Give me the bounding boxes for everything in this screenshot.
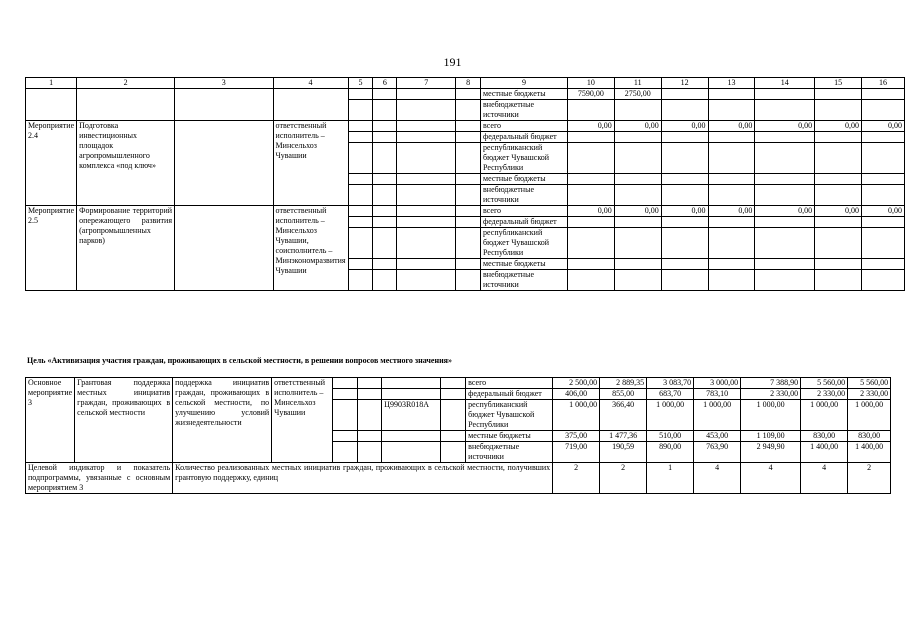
value-cell: 1 000,00 (694, 400, 741, 431)
value-cell: 0,00 (755, 206, 815, 217)
value-cell: 0,00 (815, 121, 862, 132)
value-cell: 0,00 (815, 206, 862, 217)
value-cell: 375,00 (553, 431, 600, 442)
value-cell: 1 477,36 (600, 431, 647, 442)
value-cell: 719,00 (553, 442, 600, 463)
measure-executor: ответственный исполнитель – Минсельхоз Чувашии, соисполнитель – Минэкономразвития Чувашии (273, 206, 348, 291)
col-1: 1 (26, 78, 77, 89)
value-cell: 453,00 (694, 431, 741, 442)
value-cell: 1 000,00 (801, 400, 848, 431)
col-5: 5 (348, 78, 373, 89)
value-cell: 406,00 (553, 389, 600, 400)
value-cell: 0,00 (755, 121, 815, 132)
table-row (26, 378, 891, 389)
table-row (26, 206, 905, 217)
value-cell: 2 889,35 (600, 378, 647, 389)
source-cell: федеральный бюджет (481, 132, 568, 143)
value-cell: 890,00 (647, 442, 694, 463)
goal-heading: Цель «Активизация участия граждан, проживающих в сельской местности, в решении вопросов местного значения» (27, 356, 453, 365)
source-cell: всего (481, 206, 568, 217)
measure-name: Формирование территорий опережающего развития (агропромышленных парков) (77, 206, 175, 291)
value-cell: 763,90 (694, 442, 741, 463)
value-cell: 0,00 (661, 206, 708, 217)
value-cell: 0,00 (567, 206, 614, 217)
value-cell: 5 560,00 (801, 378, 848, 389)
table-row (26, 89, 905, 100)
budget-table-bottom (25, 377, 891, 494)
value-cell: 783,10 (694, 389, 741, 400)
value-cell: 1 400,00 (801, 442, 848, 463)
source-cell: внебюджетные источники (481, 100, 568, 121)
value-cell: 3 000,00 (694, 378, 741, 389)
value-cell: 2 (553, 463, 600, 494)
source-cell: всего (481, 121, 568, 132)
page-number: 191 (443, 55, 462, 69)
measure-label: Мероприятие 2.4 (26, 121, 77, 206)
col-13: 13 (708, 78, 755, 89)
value-cell: 0,00 (862, 206, 905, 217)
value-cell: 0,00 (614, 121, 661, 132)
value-cell: 830,00 (801, 431, 848, 442)
source-cell: внебюджетные источники (466, 442, 553, 463)
main-measure-executor: ответственный исполнитель – Минсельхоз Чувашии (272, 378, 333, 463)
value-cell: 1 000,00 (741, 400, 801, 431)
source-cell: республиканский бюджет Чувашской Республики (481, 228, 568, 259)
value-cell: 0,00 (614, 206, 661, 217)
source-cell: местные бюджеты (481, 259, 568, 270)
value-cell: 7 388,90 (741, 378, 801, 389)
col-12: 12 (661, 78, 708, 89)
value-cell: 2 330,00 (741, 389, 801, 400)
value-cell: 3 083,70 (647, 378, 694, 389)
value-cell: 2 500,00 (553, 378, 600, 389)
value-cell: 7590,00 (567, 89, 614, 100)
source-cell: федеральный бюджет (466, 389, 553, 400)
col-8: 8 (456, 78, 481, 89)
value-cell: 1 109,00 (741, 431, 801, 442)
col-16: 16 (862, 78, 905, 89)
col-4: 4 (273, 78, 348, 89)
value-cell: 2 (848, 463, 891, 494)
source-cell: всего (466, 378, 553, 389)
value-cell: 0,00 (661, 121, 708, 132)
source-cell: республиканский бюджет Чувашской Республики (466, 400, 553, 431)
value-cell: 4 (801, 463, 848, 494)
col-15: 15 (815, 78, 862, 89)
source-cell: внебюджетные источники (481, 185, 568, 206)
measure-executor: ответственный исполнитель – Минсельхоз Чувашии (273, 121, 348, 206)
value-cell: 0,00 (567, 121, 614, 132)
main-measure-label: Основное мероприятие 3 (26, 378, 75, 463)
value-cell: 0,00 (862, 121, 905, 132)
value-cell: 4 (741, 463, 801, 494)
value-cell: 1 000,00 (848, 400, 891, 431)
table-row (26, 463, 891, 494)
col-2: 2 (77, 78, 175, 89)
value-cell: 1 000,00 (647, 400, 694, 431)
value-cell: 0,00 (708, 121, 755, 132)
col-7: 7 (397, 78, 456, 89)
table-row (26, 121, 905, 132)
source-cell: местные бюджеты (481, 174, 568, 185)
col-6: 6 (373, 78, 397, 89)
source-cell: федеральный бюджет (481, 217, 568, 228)
col-14: 14 (755, 78, 815, 89)
indicator-label: Целевой индикатор и показатель подпрограммы, увязанные с основным мероприятием 3 (26, 463, 173, 494)
col-11: 11 (614, 78, 661, 89)
value-cell: 2750,00 (614, 89, 661, 100)
value-cell: 2 330,00 (801, 389, 848, 400)
value-cell: 2 330,00 (848, 389, 891, 400)
main-measure-name: Грантовая поддержка местных инициатив граждан, проживающих в сельской местности (75, 378, 173, 463)
source-cell: местные бюджеты (481, 89, 568, 100)
col-10: 10 (567, 78, 614, 89)
main-measure-desc: поддержка инициатив граждан, проживающих в сельской местности, по улучшению условий жизнедеятельности (173, 378, 272, 463)
budget-code: Ц9903R018А (382, 400, 441, 431)
header-row (26, 78, 905, 89)
value-cell: 0,00 (708, 206, 755, 217)
source-cell: местные бюджеты (466, 431, 553, 442)
value-cell: 2 (600, 463, 647, 494)
value-cell: 4 (694, 463, 741, 494)
value-cell: 683,70 (647, 389, 694, 400)
budget-table-top (25, 77, 905, 291)
value-cell: 510,00 (647, 431, 694, 442)
col-3: 3 (175, 78, 274, 89)
source-cell: республиканский бюджет Чувашской Республики (481, 143, 568, 174)
source-cell: внебюджетные источники (481, 270, 568, 291)
value-cell: 855,00 (600, 389, 647, 400)
value-cell: 5 560,00 (848, 378, 891, 389)
value-cell: 1 400,00 (848, 442, 891, 463)
measure-name: Подготовка инвестиционных площадок агропромышленного комплекса «под ключ» (77, 121, 175, 206)
value-cell: 830,00 (848, 431, 891, 442)
value-cell: 1 000,00 (553, 400, 600, 431)
value-cell: 366,40 (600, 400, 647, 431)
value-cell: 190,59 (600, 442, 647, 463)
indicator-text: Количество реализованных местных инициатив граждан, проживающих в сельской местности, получивших грантовую поддержку, единиц (173, 463, 553, 494)
col-9: 9 (481, 78, 568, 89)
value-cell: 1 (647, 463, 694, 494)
measure-label: Мероприятие 2.5 (26, 206, 77, 291)
value-cell: 2 949,90 (741, 442, 801, 463)
